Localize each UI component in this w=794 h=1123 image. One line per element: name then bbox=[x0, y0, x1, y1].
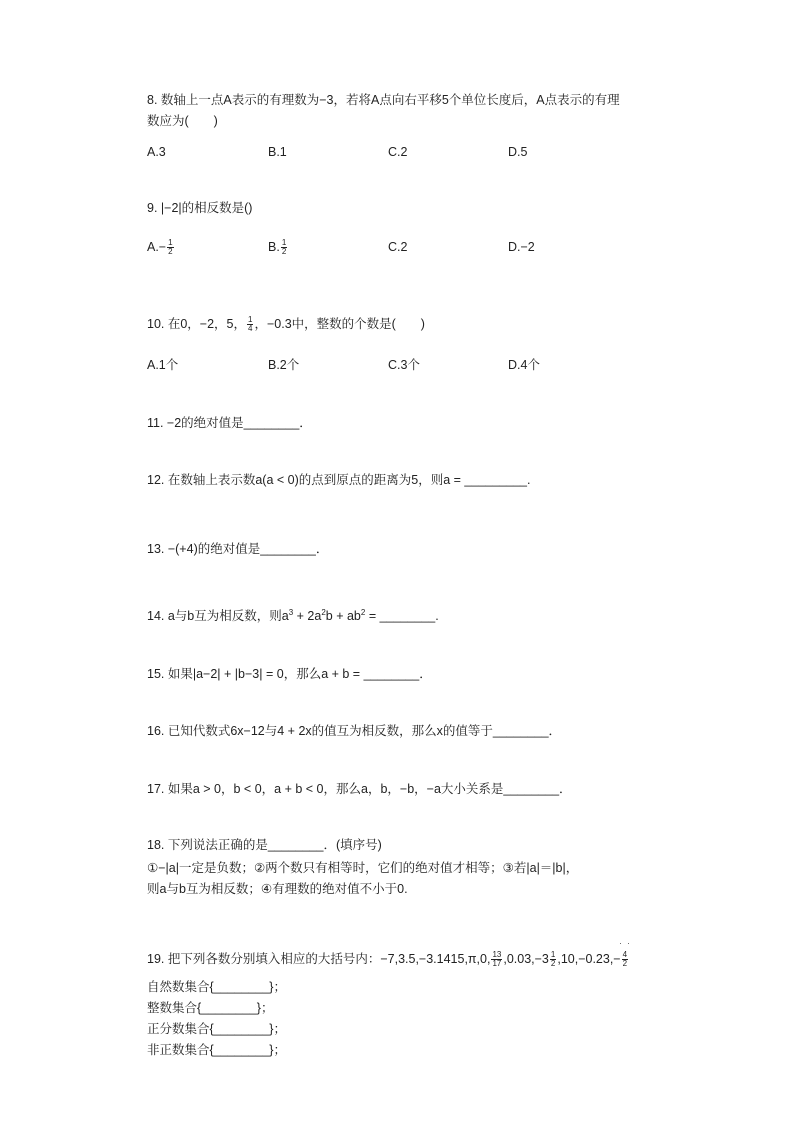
q10-option-b: B.2个 bbox=[268, 358, 300, 372]
q19-fraction-2 bbox=[550, 951, 556, 968]
fraction-numerator: 1 bbox=[248, 315, 253, 325]
q10-stem-part-b: ，−0.3中，整数的个数是( ) bbox=[254, 317, 425, 331]
question-16: 16. 已知代数式6x−12与4 + 2x的值互为相反数，那么x的值等于________． bbox=[147, 724, 562, 738]
fraction-denominator: 2 bbox=[550, 959, 556, 969]
q14-part-2: + 2a bbox=[293, 609, 322, 623]
fraction-denominator: 4 bbox=[248, 324, 253, 334]
q9-option-d: D.−2 bbox=[508, 240, 535, 254]
repeating-decimal-dot: · bbox=[619, 938, 622, 948]
q14-exp-3: 2 bbox=[360, 608, 366, 617]
question-15: 15. 如果|a−2| + |b−3| = 0，那么a + b = ________． bbox=[147, 667, 432, 681]
q10-option-a: A.1个 bbox=[147, 358, 179, 372]
q9-option-c: C.2 bbox=[388, 240, 408, 254]
q10-option-d: D.4个 bbox=[508, 358, 540, 372]
q8-option-b: B.1 bbox=[268, 145, 287, 159]
q19-fraction-3 bbox=[622, 951, 628, 968]
set-non-positive-numbers: 非正数集合{________}； bbox=[147, 1043, 286, 1057]
question-8-line-1: 8. 数轴上一点A表示的有理数为−3，若将A点向右平移5个单位长度后，A点表示的有理 bbox=[147, 93, 620, 107]
question-11: 11. −2的绝对值是________． bbox=[147, 416, 312, 430]
question-19-stem bbox=[147, 950, 629, 968]
question-13: 13. −(+4)的绝对值是________． bbox=[147, 542, 329, 556]
q8-option-d: D.5 bbox=[508, 145, 528, 159]
q19-fraction-1 bbox=[491, 951, 502, 968]
q14-exp-2: 2 bbox=[321, 608, 326, 617]
q14-exp-1: 3 bbox=[288, 608, 294, 617]
fraction-numerator: 1 bbox=[168, 238, 173, 248]
q8-option-c: C.2 bbox=[388, 145, 408, 159]
q19-stem-part-c: ,10,−0.23,− bbox=[557, 952, 621, 966]
q14-part-1: 14. a与b互为相反数，则a bbox=[147, 609, 289, 623]
q14-part-4: = ________. bbox=[365, 609, 439, 623]
q10-fraction bbox=[247, 316, 253, 333]
fraction-numerator: 13 bbox=[492, 950, 502, 960]
question-18-line-2: ①−|a|一定是负数；②两个数只有相等时，它们的绝对值才相等；③若|a|＝|b|， bbox=[147, 861, 579, 875]
fraction-denominator: 17 bbox=[492, 959, 502, 969]
question-10-stem bbox=[147, 315, 425, 333]
q8-option-a: A.3 bbox=[147, 145, 166, 159]
question-18-line-1: 18. 下列说法正确的是________．(填序号) bbox=[147, 838, 382, 852]
question-12: 12. 在数轴上表示数a(a < 0)的点到原点的距离为5，则a = _________. bbox=[147, 473, 531, 487]
q9-option-b-prefix: B. bbox=[268, 240, 280, 254]
q10-stem-part-a: 10. 在0，−2，5， bbox=[147, 317, 247, 331]
set-natural-numbers: 自然数集合{________}； bbox=[147, 980, 286, 994]
question-9-stem: 9. |−2|的相反数是() bbox=[147, 201, 253, 215]
repeating-decimal-dot: · bbox=[627, 938, 630, 948]
q14-part-3: b + ab bbox=[325, 609, 361, 623]
q9-option-a-prefix: A.− bbox=[147, 240, 167, 254]
fraction-numerator: 1 bbox=[281, 238, 287, 248]
fraction-denominator: 2 bbox=[168, 247, 173, 257]
fraction-numerator: 1 bbox=[550, 950, 556, 960]
q10-option-c: C.3个 bbox=[388, 358, 420, 372]
q9-option-b-fraction bbox=[281, 239, 287, 256]
fraction-numerator: 4 bbox=[622, 950, 628, 960]
set-integers: 整数集合{________}； bbox=[147, 1001, 274, 1015]
q19-stem-part-a: 19. 把下列各数分别填入相应的大括号内：−7,3.5,−3.1415,π,0, bbox=[147, 952, 491, 966]
question-14 bbox=[147, 607, 439, 625]
q9-option-a bbox=[147, 238, 175, 256]
fraction-denominator: 2 bbox=[622, 959, 628, 969]
q19-stem-part-b: ,0.03,−3 bbox=[503, 952, 549, 966]
question-17: 17. 如果a > 0，b < 0，a + b < 0，那么a，b，−b，−a大小关系是________． bbox=[147, 782, 572, 796]
q9-option-b bbox=[268, 238, 288, 256]
question-18-line-3: 则a与b互为相反数；④有理数的绝对值不小于0. bbox=[147, 882, 408, 896]
fraction-denominator: 2 bbox=[281, 247, 287, 257]
question-8-line-2: 数应为( ) bbox=[147, 114, 218, 128]
set-positive-fractions: 正分数集合{________}； bbox=[147, 1022, 286, 1036]
q9-option-a-fraction bbox=[167, 239, 173, 256]
